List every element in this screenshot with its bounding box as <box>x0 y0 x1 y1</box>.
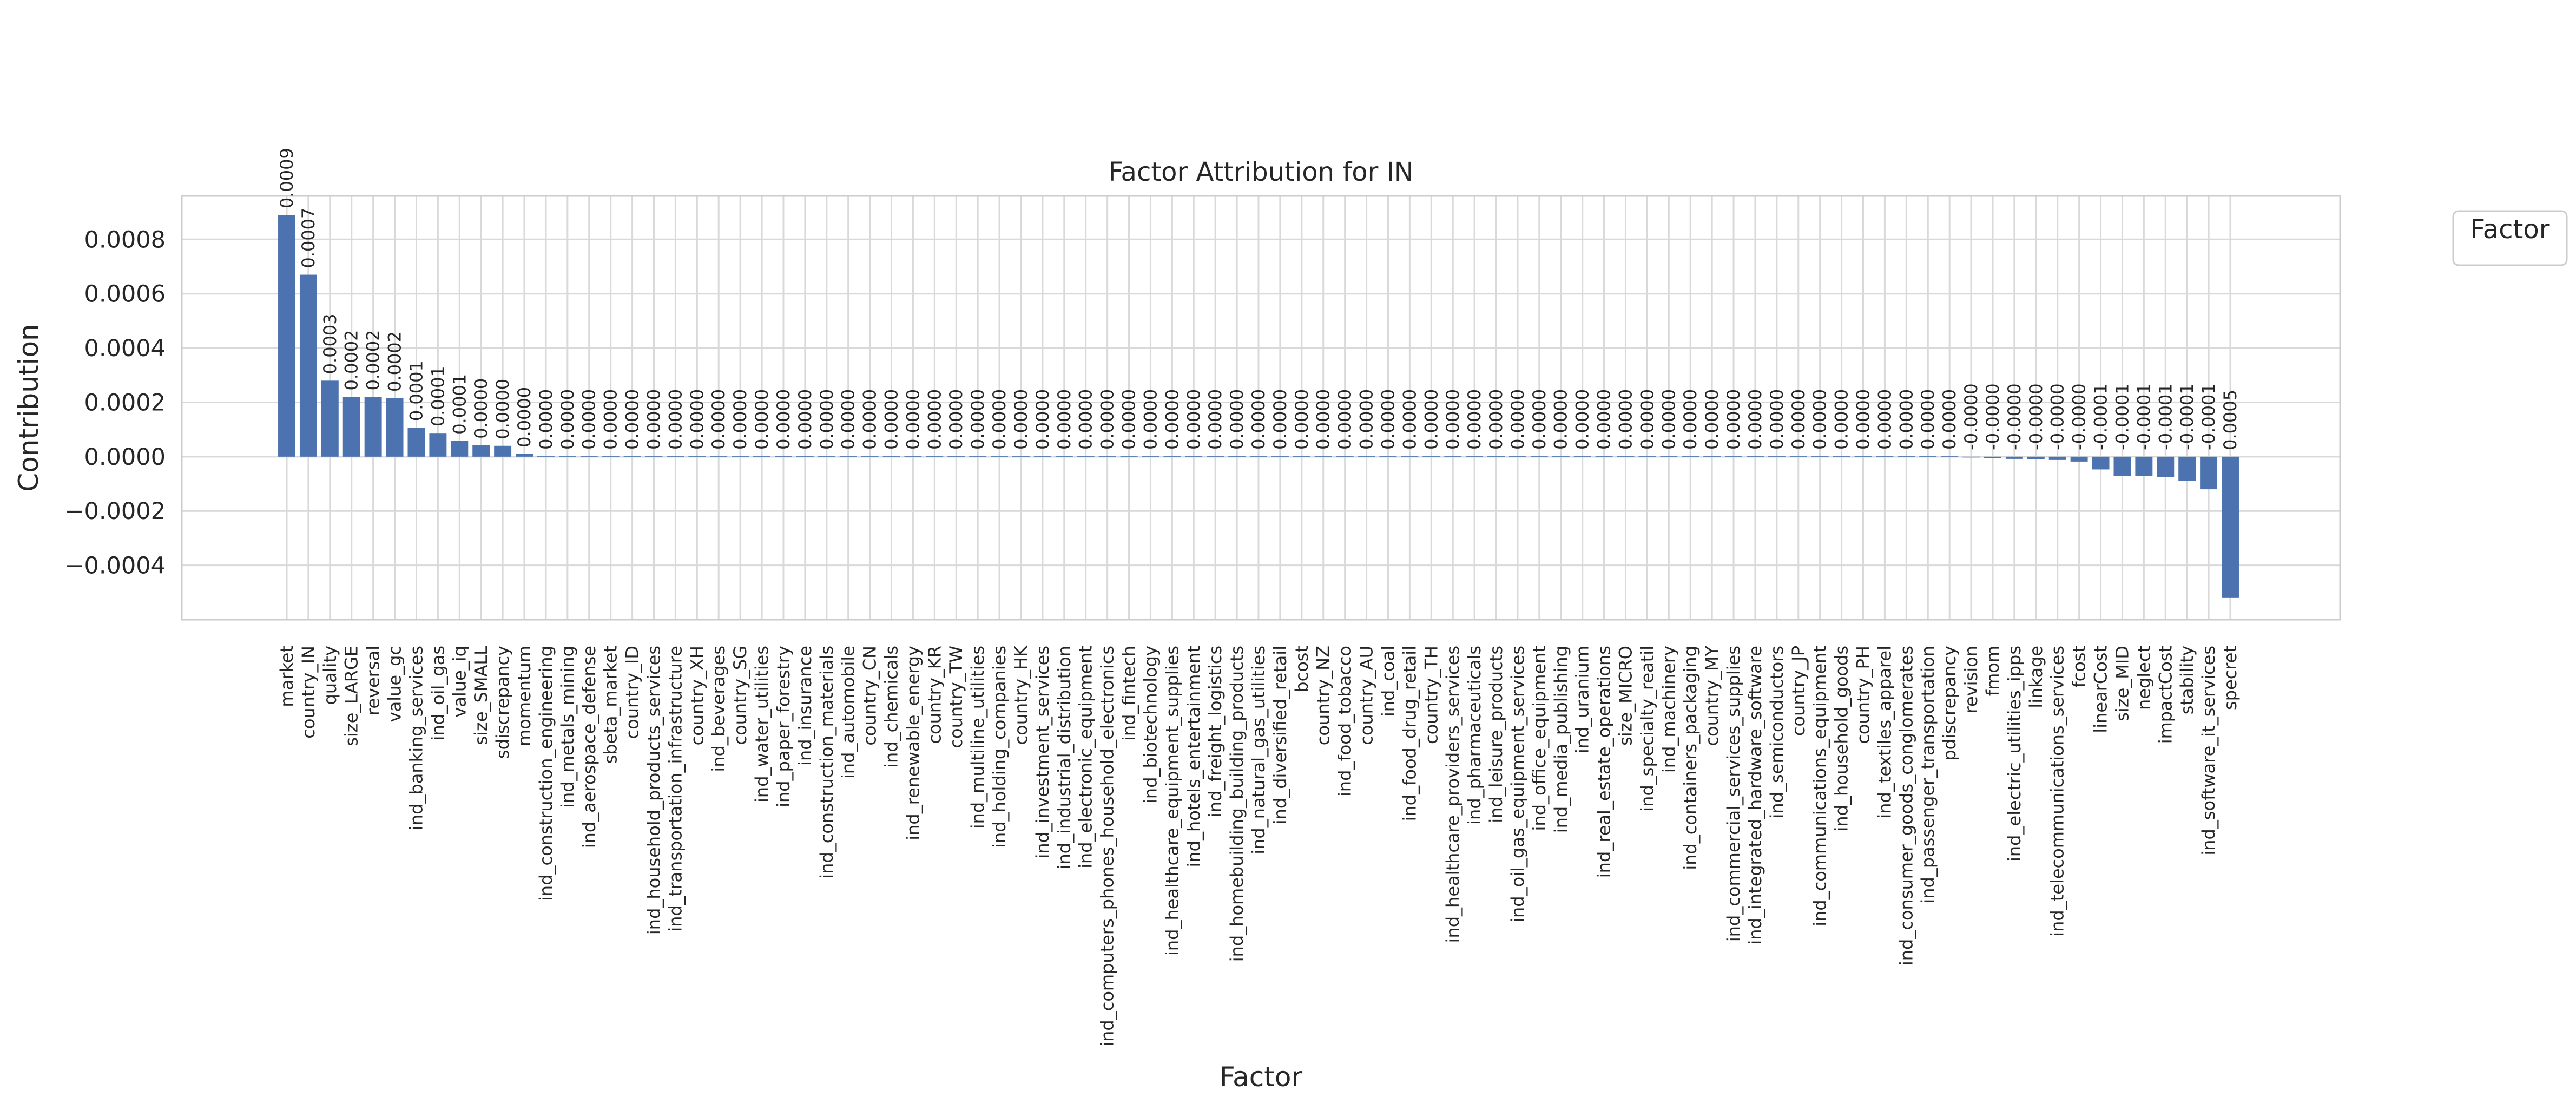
x-tick-label: quality <box>319 646 340 705</box>
bar-ind_uranium <box>1574 456 1591 457</box>
x-tick-label: pdiscrepancy <box>1939 646 1960 761</box>
x-tick-label: sbeta_market <box>600 646 621 764</box>
bar-country_ID <box>624 456 641 457</box>
bar-value-label: 0.0000 <box>1788 389 1809 450</box>
x-tick-label: ind_homebuilding_building_products <box>1227 646 1248 962</box>
x-tick-label: ind_communications_equipment <box>1809 646 1830 927</box>
x-tick-label: country_JP <box>1788 646 1809 737</box>
bar-value-label: 0.0000 <box>1118 389 1139 450</box>
x-tick-label: ind_transportation_infrastructure <box>665 646 686 932</box>
x-tick-label: ind_insurance <box>794 646 815 766</box>
bar-value-label: 0.0000 <box>1140 389 1161 450</box>
bar-ind_paper_forestry <box>775 456 792 457</box>
x-tick-label: ind_commercial_services_supplies <box>1723 646 1744 942</box>
bar-country_NZ <box>1315 456 1332 457</box>
x-tick-label: value_gc <box>384 646 405 723</box>
x-tick-label: country_HK <box>1010 646 1031 745</box>
bar-linkage <box>2027 457 2045 459</box>
bar-value-label: 0.0000 <box>1853 389 1874 450</box>
bar-size_SMALL <box>472 445 490 457</box>
x-tick-label: country_NZ <box>1313 646 1334 746</box>
x-tick-label: ind_water_utilities <box>752 646 773 803</box>
x-tick-label: size_MID <box>2112 646 2133 721</box>
bar-value-label: 0.0000 <box>1637 389 1658 450</box>
bar-reversal <box>365 397 382 456</box>
bar-value-label: 0.0000 <box>1032 389 1053 450</box>
x-tick-label: ind_freight_logistics <box>1205 646 1226 817</box>
bar-country_MY <box>1703 456 1721 457</box>
bar-value_iq <box>451 441 468 457</box>
bar-value-label: 0.0000 <box>687 389 708 450</box>
x-tick-label: ind_construction_engineering <box>535 646 556 901</box>
bar-value-label: -0.0001 <box>2112 383 2133 450</box>
x-tick-label: ind_leisure_products <box>1486 646 1507 823</box>
bar-value-label: 0.0000 <box>1227 389 1248 450</box>
x-tick-label: ind_diversified_retail <box>1269 646 1290 825</box>
x-tick-label: neglect <box>2133 646 2155 710</box>
y-tick-label: 0.0000 <box>84 443 166 471</box>
bar-ind_integrated_hardware_software <box>1747 456 1764 457</box>
bar-ind_media_publishing <box>1552 456 1570 457</box>
bar-ind_diversified_retail <box>1271 456 1289 457</box>
bar-value-label: 0.0000 <box>1658 389 1679 450</box>
bar-value-label: 0.0000 <box>1010 389 1031 450</box>
bar-ind_household_goods <box>1833 456 1850 457</box>
x-tick-label: ind_paper_forestry <box>773 646 794 807</box>
bar-ind_chemicals <box>883 456 900 457</box>
x-tick-label: country_TH <box>1421 646 1442 744</box>
x-tick-label: ind_chemicals <box>881 646 902 768</box>
x-tick-label: country_PH <box>1853 646 1874 744</box>
bar-ind_fintech <box>1121 456 1138 457</box>
bar-ind_pharmaceuticals <box>1466 456 1483 457</box>
y-tick-label: −0.0004 <box>64 552 166 580</box>
x-tick-label: bcost <box>1291 646 1312 693</box>
bar-ind_hotels_entertainment <box>1185 456 1202 457</box>
x-tick-label: revision <box>1961 646 1982 714</box>
y-tick-label: 0.0008 <box>84 226 166 254</box>
bar-ind_communications_equipment <box>1811 456 1829 457</box>
x-tick-label: country_TW <box>946 646 967 748</box>
bar-value-label: 0.0000 <box>622 389 643 450</box>
x-tick-label: country_CN <box>859 646 880 746</box>
x-tick-label: market <box>276 646 297 707</box>
bar-pdiscrepancy <box>1941 456 1958 457</box>
bar-sbeta_market <box>602 456 620 457</box>
bar-ind_banking_services <box>408 428 425 457</box>
y-tick-label: −0.0002 <box>64 498 166 526</box>
bar-value-label: 0.0000 <box>1507 389 1528 450</box>
bar-ind_passenger_transportation <box>1919 456 1936 457</box>
bar-sdiscrepancy <box>494 446 511 457</box>
bar-value-label: 0.0000 <box>1097 389 1118 450</box>
x-tick-label: momentum <box>514 646 535 746</box>
bar-linearCost <box>2092 457 2110 470</box>
bar-value-label: 0.0000 <box>967 389 989 450</box>
bar-ind_specialty_reatil <box>1638 456 1656 457</box>
bar-value-label: 0.0000 <box>1896 389 1917 450</box>
bar-value-label: 0.0000 <box>1939 389 1960 450</box>
bar-value-label: 0.0000 <box>1831 389 1852 450</box>
bar-quality <box>321 380 339 457</box>
bar-ind_freight_logistics <box>1207 456 1224 457</box>
x-tick-label: ind_oil_gas_equipment_services <box>1507 646 1528 923</box>
bar-value-label: 0.0000 <box>1464 389 1485 450</box>
x-tick-label: ind_media_publishing <box>1550 646 1571 833</box>
bar-ind_real_estate_operations <box>1596 456 1613 457</box>
bar-ind_construction_materials <box>818 456 835 457</box>
bar-value-label: 0.0000 <box>838 389 859 450</box>
x-tick-label: ind_hotels_entertainment <box>1183 646 1204 868</box>
bar-value-label: 0.0000 <box>730 389 751 450</box>
x-tick-label: size_SMALL <box>471 646 492 745</box>
x-tick-label: linkage <box>2025 646 2046 708</box>
bar-value-label: -0.0000 <box>1982 383 2003 450</box>
bar-ind_biotechnology <box>1142 456 1159 457</box>
bar-value-label: 0.0000 <box>924 389 945 450</box>
x-tick-label: ind_natural_gas_utilities <box>1248 646 1269 855</box>
bar-value-label: 0.0000 <box>1053 389 1075 450</box>
bar-value-label: 0.0000 <box>1399 389 1420 450</box>
bar-ind_textiles_apparel <box>1876 456 1893 457</box>
x-tick-label: ind_healthcare_providers_services <box>1442 646 1464 943</box>
bar-value-label: 0.0000 <box>1162 389 1183 450</box>
bar-value-label: 0.0000 <box>600 389 621 450</box>
bar-value-label: 0.0000 <box>1334 389 1355 450</box>
bar-value-label: 0.0005 <box>2220 389 2241 450</box>
bar-bcost <box>1293 456 1310 457</box>
bar-ind_holding_companies <box>991 456 1008 457</box>
bar-ind_healthcare_equipment_supplies <box>1163 456 1181 457</box>
x-tick-label: ind_coal <box>1378 646 1399 717</box>
y-tick-label: 0.0006 <box>84 280 166 308</box>
bar-ind_containers_packaging <box>1682 456 1699 457</box>
x-tick-label: sdiscrepancy <box>492 646 513 759</box>
bar-revision <box>1962 457 1980 458</box>
bar-ind_coal <box>1380 456 1397 457</box>
bar-value-label: 0.0000 <box>1075 389 1096 450</box>
x-tick-label: ind_healthcare_equipment_supplies <box>1162 646 1183 956</box>
x-tick-label: ind_food_drug_retail <box>1399 646 1420 822</box>
bar-value-label: 0.0000 <box>1744 389 1765 450</box>
x-tick-label: country_SG <box>730 646 751 745</box>
bar-value_gc <box>386 398 404 457</box>
bar-value-label: 0.0000 <box>946 389 967 450</box>
bar-value-label: 0.0000 <box>1766 389 1787 450</box>
bar-country_AU <box>1358 456 1375 457</box>
bar-ind_homebuilding_building_products <box>1228 456 1246 457</box>
bar-value-label: 0.0000 <box>1205 389 1226 450</box>
bar-size_MID <box>2113 457 2131 476</box>
x-tick-label: ind_machinery <box>1658 646 1679 773</box>
bar-ind_industrial_distribution <box>1056 456 1073 457</box>
bar-ind_metals_mining <box>559 456 576 457</box>
bar-value-label: -0.0000 <box>1961 383 1982 450</box>
bar-ind_multiline_utilities <box>969 456 986 457</box>
bar-country_SG <box>732 456 749 457</box>
x-axis-title: Factor <box>1219 1061 1303 1093</box>
x-tick-label: ind_office_equipment <box>1529 646 1550 831</box>
bar-momentum <box>516 454 533 457</box>
bar-value-label: 0.0000 <box>1615 389 1636 450</box>
bar-value-label: -0.0000 <box>2004 383 2025 450</box>
x-tick-label: ind_beverages <box>708 646 729 772</box>
x-tick-label: ind_automobile <box>838 646 859 779</box>
bar-fmom <box>1984 457 2001 458</box>
chart-title: Factor Attribution for IN <box>1108 157 1414 187</box>
bar-value-label: 0.0000 <box>514 386 535 448</box>
bar-value-label: 0.0000 <box>1550 389 1571 450</box>
x-tick-label: ind_passenger_transportation <box>1918 646 1939 904</box>
bar-value-label: 0.0000 <box>1809 389 1830 450</box>
x-tick-label: ind_semiconductors <box>1766 646 1787 819</box>
bar-ind_household_products_services <box>645 456 663 457</box>
bar-value-label: 0.0000 <box>557 389 578 450</box>
bar-ind_electronic_equipment <box>1077 456 1095 457</box>
bar-country_PH <box>1855 456 1872 457</box>
x-tick-label: ind_textiles_apparel <box>1874 646 1895 819</box>
x-tick-label: ind_biotechnology <box>1140 646 1161 804</box>
bar-ind_food_drug_retail <box>1401 456 1418 457</box>
bar-value-label: 0.0001 <box>449 373 470 435</box>
x-tick-label: ind_oil_gas <box>427 646 449 741</box>
bar-value-label: -0.0001 <box>2177 383 2198 450</box>
bar-ind_transportation_infrastructure <box>667 456 684 457</box>
bar-value-label: 0.0000 <box>902 389 924 450</box>
bar-value-label: 0.0000 <box>665 389 686 450</box>
bar-country_XH <box>688 456 706 457</box>
bar-country_IN <box>300 275 317 457</box>
x-tick-label: ind_metals_mining <box>557 646 578 808</box>
bar-ind_insurance <box>796 456 814 457</box>
bar-value-label: 0.0002 <box>341 330 362 391</box>
bar-value-label: 0.0000 <box>752 389 773 450</box>
bar-value-label: 0.0000 <box>816 389 837 450</box>
bar-value-label: 0.0000 <box>1680 389 1701 450</box>
bar-value-label: -0.0000 <box>2047 383 2068 450</box>
bar-impactCost <box>2157 457 2174 477</box>
bar-ind_commercial_services_supplies <box>1725 456 1742 457</box>
bar-ind_beverages <box>710 456 727 457</box>
bar-market <box>278 215 295 457</box>
bar-specret <box>2222 457 2239 598</box>
bar-value-label: 0.0000 <box>643 389 664 450</box>
legend <box>2453 211 2567 265</box>
x-tick-label: ind_computers_phones_household_electronics <box>1097 646 1118 1047</box>
bar-country_TH <box>1422 456 1440 457</box>
bar-ind_machinery <box>1660 456 1677 457</box>
x-tick-label: ind_construction_materials <box>816 646 837 879</box>
bar-country_JP <box>1790 456 1807 457</box>
bar-value-label: 0.0000 <box>708 389 729 450</box>
bar-ind_oil_gas_equipment_services <box>1509 456 1526 457</box>
x-tick-label: country_KR <box>924 646 945 744</box>
x-tick-label: ind_specialty_reatil <box>1637 646 1658 812</box>
bar-ind_computers_phones_household_electronics <box>1099 456 1116 457</box>
x-tick-label: ind_containers_packaging <box>1680 646 1701 870</box>
bar-ind_telecommunications_services <box>2049 457 2066 460</box>
bar-country_CN <box>861 456 879 457</box>
bar-ind_leisure_products <box>1487 456 1505 457</box>
x-tick-label: ind_telecommunications_services <box>2047 645 2068 937</box>
bar-value-label: 0.0001 <box>406 360 427 422</box>
bar-value-label: 0.0000 <box>773 389 794 450</box>
x-tick-label: ind_electronic_equipment <box>1075 645 1096 869</box>
bar-ind_oil_gas <box>429 433 446 457</box>
bar-value-label: 0.0000 <box>1269 389 1290 450</box>
bar-value-label: 0.0000 <box>859 389 880 450</box>
x-tick-label: stability <box>2177 646 2198 715</box>
x-tick-label: ind_consumer_goods_conglomerates <box>1896 645 1917 966</box>
bar-ind_construction_engineering <box>537 456 555 457</box>
bar-ind_semiconductors <box>1768 456 1786 457</box>
bar-ind_consumer_goods_conglomerates <box>1898 456 1915 457</box>
bar-value-label: -0.0001 <box>2155 383 2176 450</box>
bar-value-label: 0.0000 <box>1572 389 1593 450</box>
bar-size_MICRO <box>1617 456 1635 457</box>
bar-value-label: 0.0000 <box>1313 389 1334 450</box>
x-tick-label: ind_pharmaceuticals <box>1464 646 1485 825</box>
bar-country_HK <box>1012 456 1030 457</box>
bar-ind_renewable_energy <box>904 456 921 457</box>
bar-fcost <box>2071 457 2088 462</box>
bar-value-label: 0.0000 <box>1356 389 1377 450</box>
x-tick-label: ind_holding_companies <box>989 646 1010 848</box>
x-tick-label: specret <box>2220 646 2241 710</box>
bar-value-label: -0.0000 <box>2025 383 2046 450</box>
bar-value-label: 0.0002 <box>363 330 384 391</box>
x-tick-label: impactCost <box>2155 646 2176 744</box>
x-tick-label: ind_electric_utilities_ipps <box>2004 645 2025 862</box>
x-tick-label: ind_real_estate_operations <box>1593 646 1615 878</box>
bar-ind_natural_gas_utilities <box>1250 456 1267 457</box>
y-tick-label: 0.0002 <box>84 389 166 417</box>
bar-ind_healthcare_providers_services <box>1444 456 1461 457</box>
bar-value-label: 0.0002 <box>384 331 405 392</box>
bar-value-label: 0.0000 <box>794 389 815 450</box>
bar-value-label: 0.0000 <box>1291 389 1312 450</box>
x-tick-label: ind_investment_services <box>1032 646 1053 859</box>
x-tick-label: ind_fintech <box>1118 646 1139 741</box>
bar-value-label: 0.0000 <box>1442 389 1464 450</box>
bar-value-label: 0.0000 <box>1486 389 1507 450</box>
x-tick-label: fcost <box>2068 646 2090 688</box>
x-tick-label: ind_uranium <box>1572 646 1593 754</box>
bar-value-label: 0.0000 <box>1421 389 1442 450</box>
x-tick-label: ind_integrated_hardware_software <box>1744 646 1765 945</box>
bar-value-label: -0.0000 <box>2068 383 2090 450</box>
bar-ind_electric_utilities_ipps <box>2006 457 2023 459</box>
y-axis-title: Contribution <box>13 324 44 492</box>
x-tick-label: fmom <box>1982 646 2003 697</box>
x-tick-label: ind_software_it_services <box>2198 646 2219 856</box>
x-tick-label: ind_industrial_distribution <box>1053 646 1075 870</box>
bar-value-label: 0.0000 <box>471 378 492 439</box>
bar-value-label: 0.0000 <box>1248 389 1269 450</box>
bar-value-label: 0.0000 <box>1702 389 1723 450</box>
bar-ind_aerospace_defense <box>581 456 598 457</box>
bar-neglect <box>2135 457 2152 476</box>
bar-value-label: 0.0007 <box>298 207 319 268</box>
x-tick-label: ind_renewable_energy <box>902 646 924 840</box>
x-tick-label: country_XH <box>687 646 708 746</box>
bar-ind_water_utilities <box>753 456 770 457</box>
y-tick-label: 0.0004 <box>84 335 166 363</box>
x-tick-label: country_MY <box>1702 646 1723 746</box>
x-tick-label: country_ID <box>622 646 643 739</box>
bar-ind_food_tobacco <box>1336 456 1354 457</box>
bar-value-label: 0.0009 <box>276 148 297 209</box>
bar-value-label: 0.0000 <box>535 389 556 450</box>
bar-value-label: 0.0000 <box>1918 389 1939 450</box>
bar-value-label: 0.0000 <box>1723 389 1744 450</box>
bar-value-label: -0.0001 <box>2198 383 2219 450</box>
bar-stability <box>2178 457 2196 481</box>
x-tick-label: country_AU <box>1356 646 1377 745</box>
x-tick-label: size_LARGE <box>341 646 362 746</box>
x-tick-label: ind_banking_services <box>406 646 427 830</box>
bar-value-label: 0.0000 <box>1378 389 1399 450</box>
x-tick-label: value_iq <box>449 646 470 718</box>
bar-ind_automobile <box>840 456 857 457</box>
x-tick-label: ind_household_goods <box>1831 646 1852 832</box>
bar-value-label: 0.0001 <box>427 366 449 427</box>
bar-value-label: 0.0000 <box>1183 389 1204 450</box>
x-tick-label: reversal <box>363 646 384 716</box>
x-tick-label: linearCost <box>2090 646 2111 733</box>
bar-size_LARGE <box>343 397 360 456</box>
legend-title: Factor <box>2470 214 2550 245</box>
bar-value-label: 0.0000 <box>1593 389 1615 450</box>
bar-ind_office_equipment <box>1531 456 1548 457</box>
bar-value-label: -0.0001 <box>2133 383 2155 450</box>
x-tick-label: ind_aerospace_defense <box>578 646 599 849</box>
x-tick-label: country_IN <box>298 646 319 739</box>
bar-country_TW <box>947 456 965 457</box>
bar-value-label: 0.0000 <box>1529 389 1550 450</box>
bar-value-label: 0.0000 <box>989 389 1010 450</box>
x-tick-label: ind_food_tobacco <box>1334 646 1355 797</box>
bar-value-label: 0.0000 <box>881 389 902 450</box>
bar-value-label: 0.0000 <box>1874 389 1895 450</box>
bar-value-label: 0.0003 <box>319 313 340 375</box>
x-tick-label: size_MICRO <box>1615 646 1636 746</box>
bar-ind_software_it_services <box>2200 457 2217 489</box>
bar-value-label: 0.0000 <box>492 378 513 439</box>
bar-country_KR <box>926 456 943 457</box>
bar-ind_investment_services <box>1034 456 1051 457</box>
x-tick-label: ind_multiline_utilities <box>967 646 989 829</box>
bar-value-label: 0.0000 <box>578 389 599 450</box>
x-tick-label: ind_household_products_services <box>643 646 664 935</box>
bar-value-label: -0.0001 <box>2090 383 2111 450</box>
